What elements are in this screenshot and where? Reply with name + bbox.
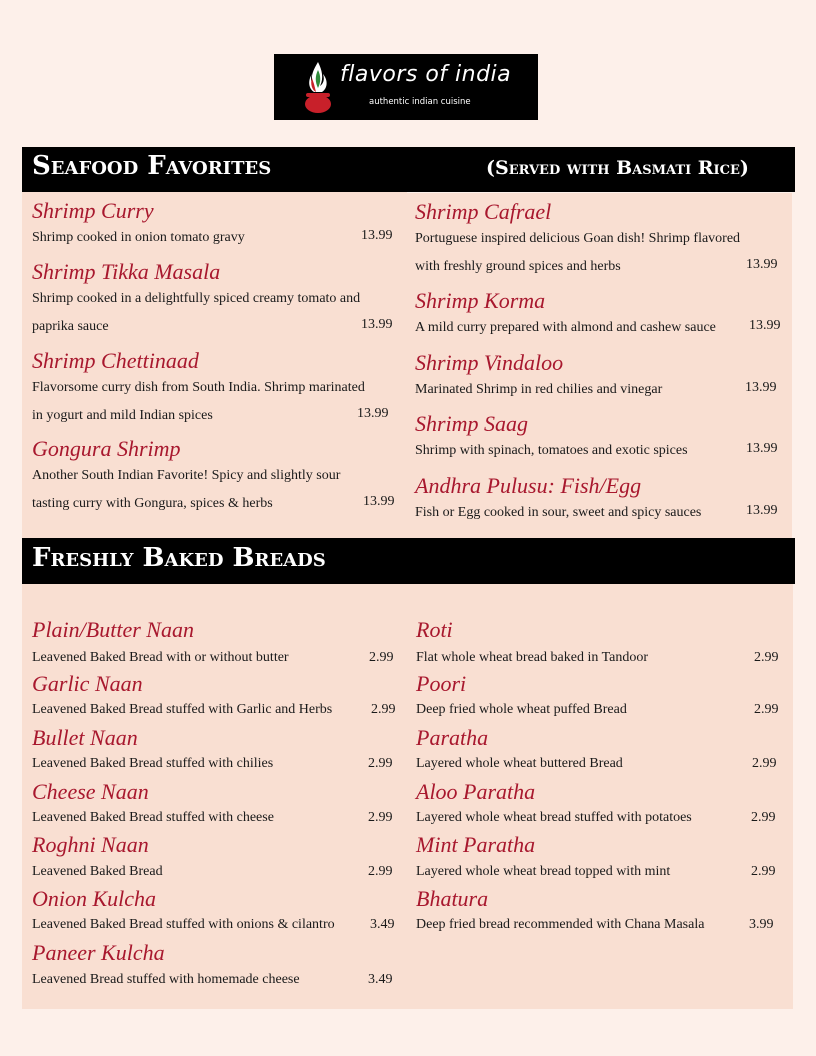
item-price: 13.99 (746, 441, 778, 456)
item-price: 2.99 (368, 864, 393, 879)
item-desc: Layered whole wheat bread topped with mint (416, 864, 671, 879)
menu-item (32, 671, 402, 725)
restaurant-logo (274, 54, 538, 120)
item-price: 2.99 (751, 810, 776, 825)
item-desc: Marinated Shrimp in red chilies and vinegar (415, 382, 663, 397)
item-desc: Shrimp cooked in onion tomato gravy (32, 230, 245, 245)
item-price: 3.49 (368, 972, 393, 987)
menu-item (32, 779, 402, 833)
item-name: Plain/Butter Naan (32, 617, 194, 642)
item-price: 2.99 (754, 702, 779, 717)
item-desc: paprika sauce (32, 319, 109, 334)
menu-item (32, 832, 402, 886)
menu-item (415, 199, 785, 281)
item-price: 2.99 (369, 650, 394, 665)
item-price: 2.99 (751, 864, 776, 879)
item-name: Bhatura (416, 886, 489, 911)
item-desc: Fish or Egg cooked in sour, sweet and spicy sauces (415, 505, 702, 520)
menu-item (32, 886, 402, 940)
menu-item (32, 348, 402, 430)
item-desc: Leavened Baked Bread stuffed with cheese (32, 810, 274, 825)
logo-title: flavors of india (340, 62, 512, 87)
item-price: 13.99 (746, 257, 778, 272)
item-desc: Deep fried bread recommended with Chana Masala (416, 917, 705, 932)
item-name: Gongura Shrimp (32, 436, 181, 461)
item-name: Poori (416, 671, 467, 696)
menu-item (415, 350, 785, 404)
item-price: 13.99 (749, 318, 781, 333)
item-price: 3.49 (370, 917, 395, 932)
item-name: Paratha (416, 725, 489, 750)
menu-item (415, 288, 785, 342)
item-name: Shrimp Korma (415, 288, 546, 313)
item-price: 2.99 (371, 702, 396, 717)
menu-item (416, 671, 786, 725)
item-name: Shrimp Cafrael (415, 199, 552, 224)
item-desc: in yogurt and mild Indian spices (32, 408, 213, 423)
item-desc: Leavened Baked Bread stuffed with onions & cilantro (32, 917, 335, 932)
item-desc: Layered whole wheat bread stuffed with potatoes (416, 810, 692, 825)
item-name: Mint Paratha (416, 832, 536, 857)
item-desc: with freshly ground spices and herbs (415, 259, 621, 274)
item-name: Shrimp Vindaloo (415, 350, 564, 375)
item-desc: Shrimp cooked in a delightfully spiced creamy tomato and (32, 291, 361, 306)
menu-item (416, 886, 786, 940)
breads-title: Freshly Baked Breads (32, 543, 326, 573)
item-price: 2.99 (754, 650, 779, 665)
item-price: 13.99 (361, 228, 393, 243)
item-price: 13.99 (357, 406, 389, 421)
item-name: Aloo Paratha (416, 779, 536, 804)
item-name: Shrimp Chettinaad (32, 348, 199, 373)
flame-pot-icon (302, 60, 334, 114)
item-desc: Leavened Baked Bread stuffed with Garlic and Herbs (32, 702, 333, 717)
item-name: Paneer Kulcha (32, 940, 165, 965)
menu-item (415, 411, 785, 465)
breads-header-bar (22, 538, 795, 584)
item-desc: Leavened Baked Bread (32, 864, 163, 879)
item-price: 13.99 (361, 317, 393, 332)
item-name: Cheese Naan (32, 779, 149, 804)
item-desc: Leavened Bread stuffed with homemade cheese (32, 972, 300, 987)
item-desc: Another South Indian Favorite! Spicy and slightly sour (32, 468, 341, 483)
item-price: 3.99 (749, 917, 774, 932)
item-name: Shrimp Saag (415, 411, 529, 436)
item-price: 13.99 (745, 380, 777, 395)
item-price: 2.99 (368, 810, 393, 825)
item-desc: Layered whole wheat buttered Bread (416, 756, 623, 771)
menu-item (32, 436, 402, 518)
menu-item (32, 725, 402, 779)
menu-item (32, 940, 402, 994)
item-desc: tasting curry with Gongura, spices & herbs (32, 496, 273, 511)
item-price: 2.99 (368, 756, 393, 771)
menu-item (416, 832, 786, 886)
menu-item (416, 617, 786, 671)
item-desc: Deep fried whole wheat puffed Bread (416, 702, 627, 717)
logo-subtitle: authentic indian cuisine (369, 97, 471, 107)
item-desc: Flat whole wheat bread baked in Tandoor (416, 650, 649, 665)
item-name: Bullet Naan (32, 725, 138, 750)
item-name: Onion Kulcha (32, 886, 157, 911)
item-desc: Shrimp with spinach, tomatoes and exotic spices (415, 443, 688, 458)
item-desc: A mild curry prepared with almond and cashew sauce (415, 320, 716, 335)
item-price: 13.99 (746, 503, 778, 518)
seafood-title: Seafood Favorites (32, 151, 272, 181)
item-price: 13.99 (363, 494, 395, 509)
item-name: Roghni Naan (32, 832, 149, 857)
menu-item (415, 473, 785, 527)
item-desc: Leavened Baked Bread stuffed with chilies (32, 756, 274, 771)
item-desc: Flavorsome curry dish from South India. Shrimp marinated (32, 380, 365, 395)
menu-item (32, 617, 402, 671)
item-name: Andhra Pulusu: Fish/Egg (415, 473, 642, 498)
item-name: Roti (416, 617, 453, 642)
item-name: Shrimp Curry (32, 198, 154, 223)
menu-item (416, 779, 786, 833)
item-desc: Leavened Baked Bread with or without butter (32, 650, 289, 665)
menu-item (416, 725, 786, 779)
item-name: Garlic Naan (32, 671, 143, 696)
menu-item (32, 198, 402, 252)
item-price: 2.99 (752, 756, 777, 771)
item-desc: Portuguese inspired delicious Goan dish! Shrimp flavored (415, 231, 741, 246)
item-name: Shrimp Tikka Masala (32, 259, 221, 284)
seafood-note: (Served with Basmati Rice) (486, 157, 749, 179)
seafood-header-bar (22, 147, 795, 192)
menu-item (32, 259, 402, 341)
